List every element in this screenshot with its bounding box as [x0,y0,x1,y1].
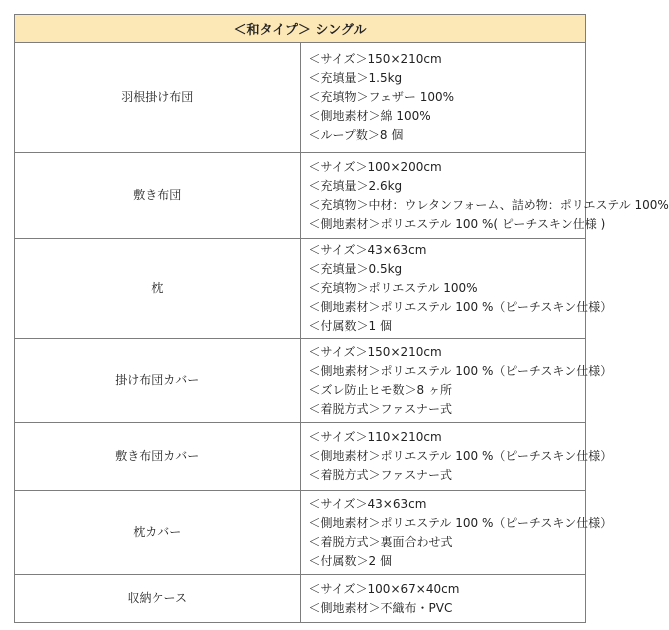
spec-line: ＜ループ数＞8 個 [308,128,404,142]
spec-line: ＜サイズ＞100×67×40cm [308,581,460,596]
item-name: 敷き布団 [15,153,301,239]
item-specs [300,575,586,623]
spec-line: ＜充填量＞2.6kg [308,178,403,193]
item-name: 掛け布団カバー [15,339,301,423]
table-row [15,43,586,153]
table-row [15,423,586,491]
spec-line: ＜側地素材＞綿 100% [308,109,431,123]
item-name: 敷き布団カバー [15,423,301,491]
table-row [15,339,586,423]
spec-line: ＜着脱方式＞裏面合わせ式 [308,534,453,549]
spec-line: ＜側地素材＞ポリエステル 100 %（ピーチスキン仕様） [308,300,613,314]
item-specs [300,339,613,423]
spec-line: ＜サイズ＞43×63cm [308,496,427,511]
table-row [15,491,586,575]
spec-line: ＜側地素材＞不織布・PVC [308,600,453,615]
item-specs [300,239,613,339]
spec-line: ＜充填量＞0.5kg [308,262,403,276]
spec-line: ＜サイズ＞150×210cm [308,344,442,359]
spec-line: ＜付属数＞2 個 [308,553,392,568]
spec-line: ＜側地素材＞ポリエステル 100 %（ピーチスキン仕様） [308,449,613,463]
item-name: 枕 [15,239,301,339]
item-name: 羽根掛け布団 [15,43,301,153]
spec-line: ＜ズレ防止ヒモ数＞8 ヶ所 [308,382,452,397]
item-name: 枕カバー [15,491,301,575]
spec-line: ＜側地素材＞ポリエステル 100 %( ピーチスキン仕様 ) [308,216,606,231]
spec-table [14,14,669,623]
table-header: ＜和タイプ＞ シングル [15,15,586,43]
spec-line: ＜付属数＞1 個 [308,319,392,333]
spec-line: ＜側地素材＞ポリエステル 100 %（ピーチスキン仕様） [308,363,613,378]
item-specs [300,43,586,153]
item-specs [300,423,613,491]
spec-line: ＜サイズ＞110×210cm [308,430,442,444]
spec-body [15,43,669,623]
spec-line: ＜着脱方式＞ファスナー式 [308,468,453,482]
item-specs [300,491,613,575]
spec-line: ＜充填物＞ポリエステル 100% [308,281,478,295]
spec-line: ＜サイズ＞150×210cm [308,52,442,66]
spec-line: ＜充填物＞中材：ウレタンフォーム、詰め物：ポリエステル 100% [308,197,669,212]
spec-line: ＜着脱方式＞ファスナー式 [308,401,453,416]
table-row [15,575,586,623]
spec-line: ＜サイズ＞43×63cm [308,243,427,257]
spec-line: ＜サイズ＞100×200cm [308,159,442,174]
table-row [15,239,586,339]
item-specs [300,153,669,239]
table-row [15,153,586,239]
spec-line: ＜側地素材＞ポリエステル 100 %（ピーチスキン仕様） [308,515,613,530]
item-name: 収納ケース [15,575,301,623]
spec-line: ＜充填物＞フェザー 100% [308,90,455,104]
header-row [15,15,586,43]
spec-line: ＜充填量＞1.5kg [308,71,403,85]
